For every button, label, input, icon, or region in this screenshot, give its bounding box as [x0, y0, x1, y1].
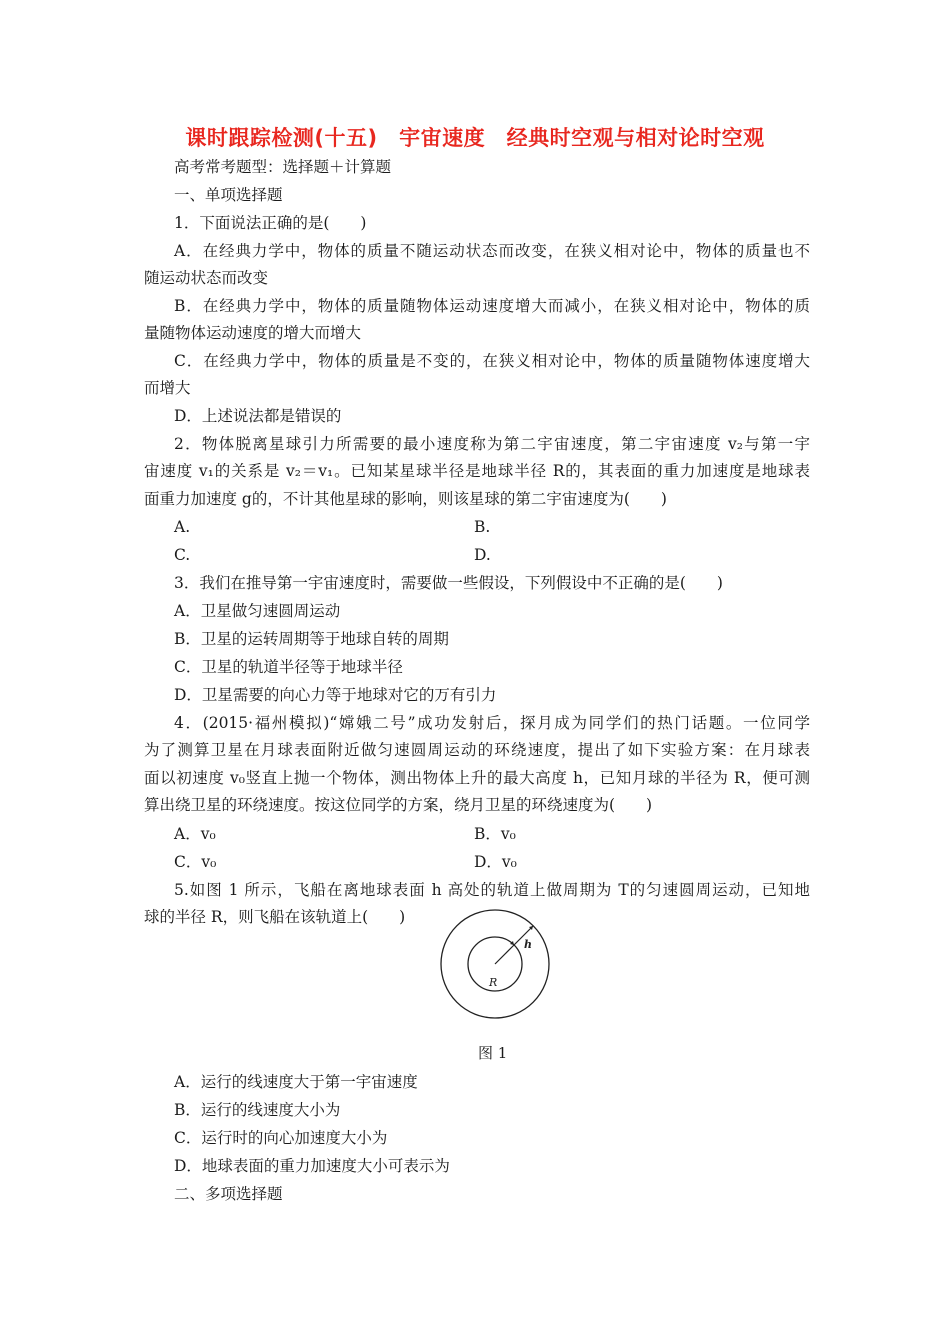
q1-option-b-line1: B．在经典力学中，物体的质量随物体运动速度增大而减小，在狭义相对论中，物体的质 [174, 297, 810, 315]
orbit-figure [439, 908, 551, 1020]
q1-option-a-line1: A．在经典力学中，物体的质量不随运动状态而改变，在狭义相对论中，物体的质量也不 [174, 242, 810, 260]
q5-stem-line1: 5.如图 1 所示，飞船在离地球表面 h 高处的轨道上做周期为 T的匀速圆周运动，已知地 [174, 881, 810, 899]
q1-stem: 1．下面说法正确的是( ) [174, 214, 367, 232]
q1-option-d: D．上述说法都是错误的 [174, 407, 342, 425]
q5-option-a: A．运行的线速度大于第一宇宙速度 [174, 1073, 418, 1091]
q2-option-d: D. [474, 546, 491, 564]
q4-stem-line2: 为了测算卫星在月球表面附近做匀速圆周运动的环绕速度，提出了如下实验方案：在月球表 [144, 741, 810, 759]
q5-option-b: B．运行的线速度大小为 [174, 1101, 341, 1119]
q2-option-a: A. [174, 518, 191, 536]
radius-line [495, 945, 514, 964]
q3-option-d: D．卫星需要的向心力等于地球对它的万有引力 [174, 686, 497, 704]
q1-option-a-line2: 随运动状态而改变 [144, 269, 269, 287]
q3-option-c: C．卫星的轨道半径等于地球半径 [174, 658, 403, 676]
q5-option-d: D．地球表面的重力加速度大小可表示为 [174, 1157, 450, 1175]
q2-option-c: C. [174, 546, 191, 564]
q5-stem-line2: 球的半径 R，则飞船在该轨道上( ) [144, 908, 406, 926]
q3-stem: 3．我们在推导第一宇宙速度时，需要做一些假设，下列假设中不正确的是( ) [174, 574, 723, 592]
q2-stem-line2: 宙速度 v₁的关系是 v₂＝v₁。已知某星球半径是地球半径 R的，其表面的重力加速度是地球表 [144, 462, 810, 480]
page-title: 课时跟踪检测(十五) 宇宙速度 经典时空观与相对论时空观 [185, 126, 765, 150]
q2-stem-line1: 2．物体脱离星球引力所需要的最小速度称为第二宇宙速度，第二宇宙速度 v₂与第一宇 [174, 435, 810, 453]
q1-option-c-line1: C．在经典力学中，物体的质量是不变的，在狭义相对论中，物体的质量随物体速度增大 [174, 352, 810, 370]
question-types: 高考常考题型：选择题＋计算题 [174, 158, 392, 176]
q4-option-c: C．v₀ [174, 853, 217, 871]
q3-option-b: B．卫星的运转周期等于地球自转的周期 [174, 630, 449, 648]
section-heading-multi-choice: 二、多项选择题 [174, 1185, 283, 1203]
q4-option-b: B．v₀ [474, 825, 516, 843]
q4-option-d: D．v₀ [474, 853, 517, 871]
fig-label-R: R [489, 976, 498, 989]
figure-caption: 图 1 [478, 1044, 508, 1062]
q5-option-c: C．运行时的向心加速度大小为 [174, 1129, 388, 1147]
q4-stem-line1: 4．(2015·福州模拟)“嫦娥二号”成功发射后，探月成为同学们的热门话题。一位同学 [174, 714, 810, 732]
q2-option-b: B. [474, 518, 491, 536]
q2-stem-line3: 面重力加速度 g的，不计其他星球的影响，则该星球的第二宇宙速度为( ) [144, 490, 667, 508]
q4-option-a: A．v₀ [174, 825, 216, 843]
q4-stem-line4: 算出绕卫星的环绕速度。按这位同学的方案，绕月卫星的环绕速度为( ) [144, 796, 653, 814]
q3-option-a: A．卫星做匀速圆周运动 [174, 602, 341, 620]
q4-stem-line3: 面以初速度 v₀竖直上抛一个物体，测出物体上升的最大高度 h，已知月球的半径为 R，便可测 [144, 769, 810, 787]
fig-label-h: h [524, 938, 532, 951]
q1-option-b-line2: 量随物体运动速度的增大而增大 [144, 324, 362, 342]
q1-option-c-line2: 而增大 [144, 379, 191, 397]
section-heading-single-choice: 一、单项选择题 [174, 186, 283, 204]
